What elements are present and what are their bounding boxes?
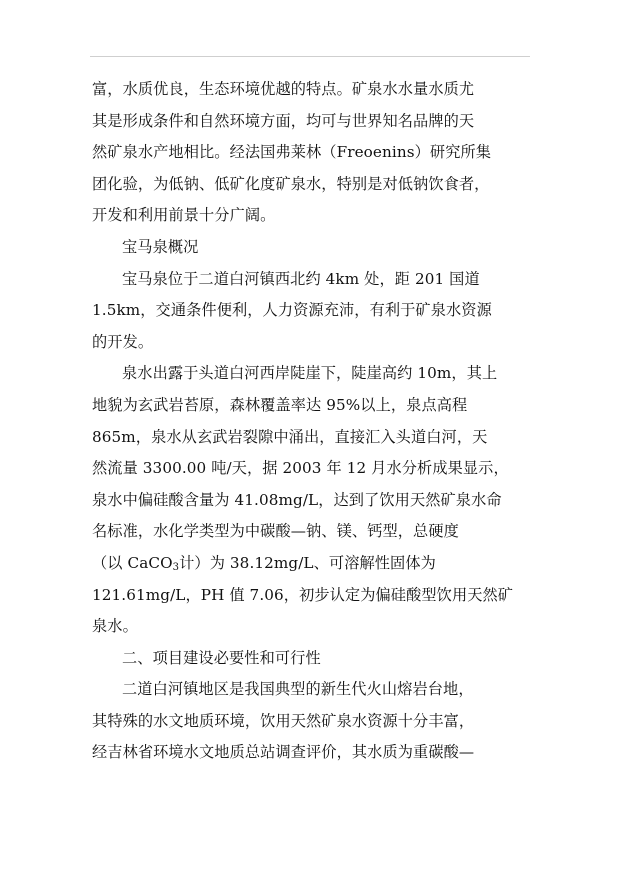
text-line: 团化验，为低钠、低矿化度矿泉水，特别是对低钠饮食者， <box>92 174 490 193</box>
text-line: 泉水出露于头道白河西岸陡崖下，陡崖高约 10m，其上 <box>122 364 498 383</box>
paragraph-necessity <box>92 674 528 769</box>
section-title: 二、项目建设必要性和可行性 <box>122 648 321 667</box>
body-text <box>92 74 528 769</box>
text-line: 二道白河镇地区是我国典型的新生代火山熔岩台地， <box>122 680 474 699</box>
subscript-3: 3 <box>172 561 180 573</box>
text-line: 然矿泉水产地相比。经法国弗莱林（Freoenins）研究所集 <box>92 143 492 162</box>
text-line: 地貌为玄武岩苔原，森林覆盖率达 95%以上，泉点高程 <box>92 395 468 414</box>
text-line: 865m，泉水从玄武岩裂隙中涌出，直接汇入头道白河，天 <box>92 427 488 446</box>
text-line: 经吉林省环境水文地质总站调查评价，其水质为重碳酸— <box>92 743 475 762</box>
text-line: 其特殊的水文地质环境，饮用天然矿泉水资源十分丰富， <box>92 711 475 730</box>
text-line: 的开发。 <box>92 332 154 351</box>
subheading-baomaquan: 宝马泉概况 <box>122 237 199 256</box>
paragraph-quality <box>92 74 528 232</box>
hardness-prefix: （以 CaCO <box>92 553 173 572</box>
text-line: 其是形成条件和自然环境方面，均可与世界知名品牌的天 <box>92 111 475 130</box>
paragraph-spring-details <box>92 358 528 642</box>
text-line: 泉水中偏硅酸含量为 41.08mg/L，达到了饮用天然矿泉水命 <box>92 490 502 509</box>
text-line: 开发和利用前景十分广阔。 <box>92 206 276 225</box>
text-line: 然流量 3300.00 吨/天，据 2003 年 12 月水分析成果显示， <box>92 459 509 478</box>
text-line: 121.61mg/L，PH 值 7.06，初步认定为偏硅酸型饮用天然矿 <box>92 585 514 604</box>
paragraph-location <box>92 264 528 359</box>
text-line: 富，水质优良，生态环境优越的特点。矿泉水水量水质尤 <box>92 80 475 98</box>
text-line-hardness <box>92 548 528 580</box>
header-rule <box>90 56 530 57</box>
text-line: 名标准，水化学类型为中碳酸—钠、镁、钙型，总硬度 <box>92 522 459 541</box>
text-line: 1.5km，交通条件便利，人力资源充沛，有利于矿泉水资源 <box>92 301 492 320</box>
text-line: 宝马泉位于二道白河镇西北约 4km 处，距 201 国道 <box>122 269 480 288</box>
hardness-suffix: 计）为 38.12mg/L、可溶解性固体为 <box>179 553 436 572</box>
text-line: 泉水。 <box>92 617 138 636</box>
